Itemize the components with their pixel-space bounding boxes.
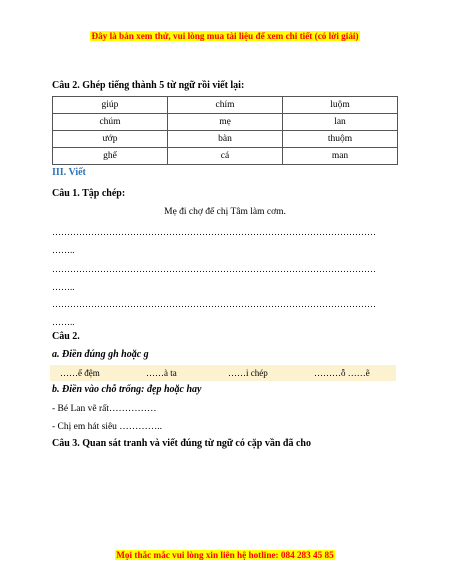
fill-sentence-1: - Bé Lan vẽ rất……………: [52, 404, 157, 414]
preview-notice-banner: Đây là bản xem thử, vui lòng mua tài liệu để xem chi tiết (có lời giải): [91, 31, 359, 41]
word-cell: man: [283, 148, 398, 165]
top-banner-wrap: [0, 26, 450, 44]
writing-line-2: ………………………………………………………………………………………………: [52, 264, 376, 274]
word-table: [52, 96, 398, 165]
word-cell: mẹ: [168, 114, 283, 131]
question-3-heading: Câu 3. Quan sát tranh và viết đúng từ ngữ có cặp vần đã cho: [52, 438, 311, 449]
fill-item-4: ………ỗ ……ẽ: [314, 368, 370, 378]
word-table-row: [53, 97, 398, 114]
word-cell: giúp: [53, 97, 168, 114]
word-cell: cá: [168, 148, 283, 165]
word-table-row: [53, 131, 398, 148]
copy-sentence: Mẹ đi chợ để chị Tâm làm cơm.: [164, 207, 286, 217]
copy-exercise-heading: Câu 1. Tập chép:: [52, 188, 126, 199]
bottom-banner-wrap: [0, 545, 450, 563]
fill-item-3: ……i chép: [228, 368, 268, 378]
word-cell: ướp: [53, 131, 168, 148]
fill-gh-g-label: a. Điền đúng gh hoặc g: [52, 349, 149, 360]
writing-line-2-end: ……..: [52, 282, 75, 292]
section-writing-title: III. Viết: [52, 167, 86, 178]
writing-line-1: ………………………………………………………………………………………………: [52, 227, 376, 237]
writing-line-1-end: ……..: [52, 245, 75, 255]
question-2-heading: Câu 2. Ghép tiếng thành 5 từ ngữ rồi viết lại:: [52, 80, 245, 91]
word-table-row: [53, 148, 398, 165]
word-cell: luộm: [283, 97, 398, 114]
writing-line-3: ………………………………………………………………………………………………: [52, 299, 376, 309]
word-cell: thuộm: [283, 131, 398, 148]
word-cell: bàn: [168, 131, 283, 148]
fill-item-1: ……ế đệm: [60, 368, 100, 378]
word-cell: lan: [283, 114, 398, 131]
word-cell: chúm: [53, 114, 168, 131]
fill-sentence-2: - Chị em hát siêu …………..: [52, 422, 163, 432]
question-2b-heading: Câu 2.: [52, 331, 80, 342]
word-table-row: [53, 114, 398, 131]
fill-dep-hay-label: b. Điền vào chỗ trống: đẹp hoặc hay: [52, 384, 202, 395]
hotline-banner: Mọi thắc mắc vui lòng xin liên hệ hotline: 084 283 45 85: [116, 550, 334, 560]
fill-gh-g-row: [50, 365, 396, 381]
writing-line-3-end: ……..: [52, 317, 75, 327]
word-cell: chím: [168, 97, 283, 114]
fill-item-2: ……à ta: [146, 368, 177, 378]
word-cell: ghế: [53, 148, 168, 165]
